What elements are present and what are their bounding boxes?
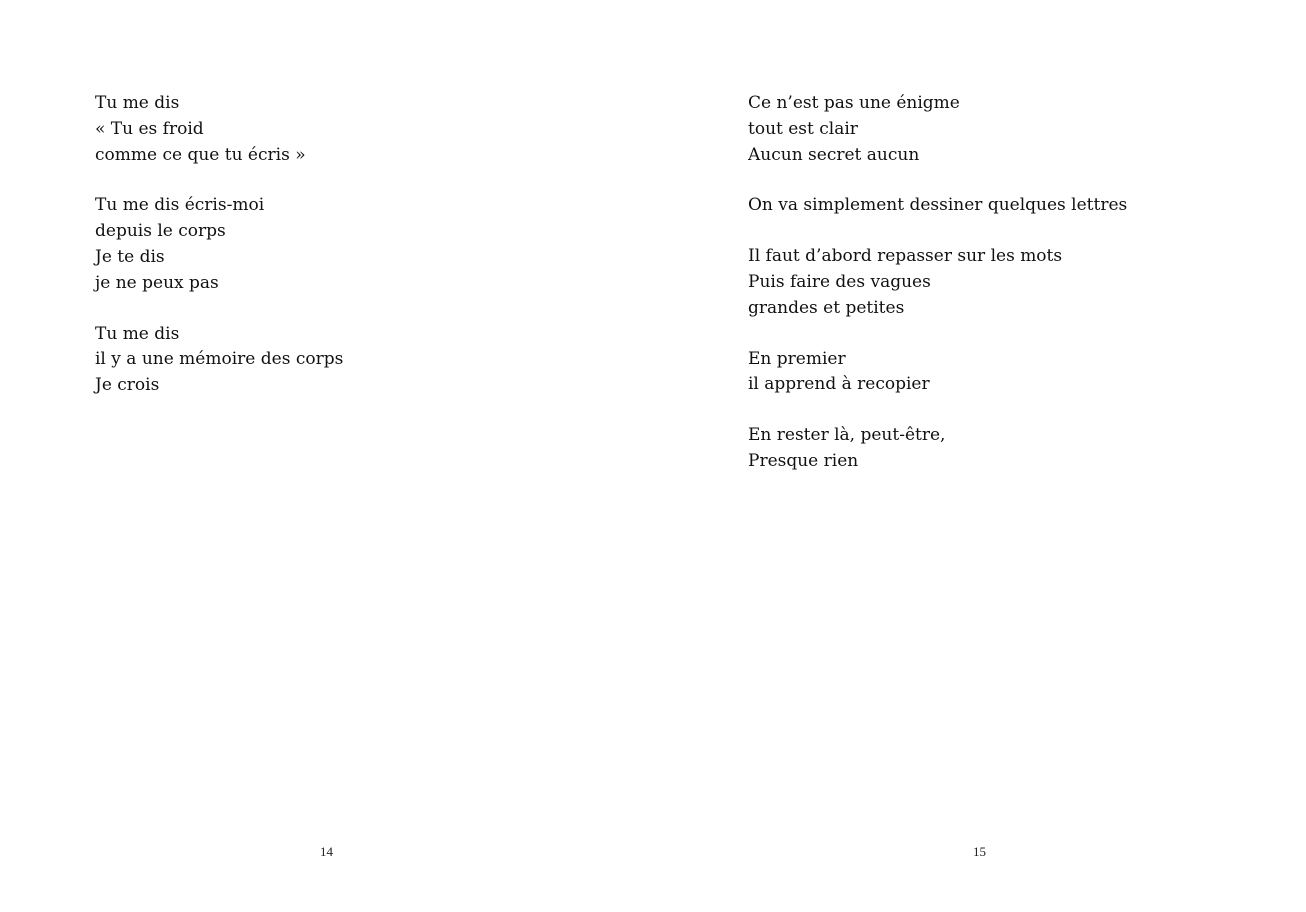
poem-line: Tu me dis xyxy=(95,323,180,344)
poem-line: Aucun secret aucun xyxy=(748,144,920,165)
poem-line: Ce n’est pas une énigme xyxy=(748,93,960,113)
left-poem xyxy=(95,91,343,399)
stanza xyxy=(748,423,1127,475)
poem-line: depuis le corps xyxy=(95,221,226,242)
poem-line: Tu me dis xyxy=(95,93,180,113)
poem-line: je ne peux pas xyxy=(95,272,219,293)
page-number-left: 14 xyxy=(320,844,333,859)
poem-line: Presque rien xyxy=(748,450,859,471)
stanza xyxy=(748,193,1127,219)
stanza xyxy=(95,91,343,168)
poem-line: En rester là, peut-être, xyxy=(748,425,946,446)
stanza xyxy=(748,91,1127,168)
right-poem xyxy=(748,91,1127,475)
stanza xyxy=(95,193,343,296)
poem-line: il apprend à recopier xyxy=(748,374,930,395)
poem-line: On va simplement dessiner quelques lettres xyxy=(748,195,1128,216)
poem-line: Puis faire des vagues xyxy=(748,271,931,292)
right-page xyxy=(653,0,1306,912)
poem-line: tout est clair xyxy=(748,118,858,139)
poem-line: En premier xyxy=(748,348,846,369)
stanza xyxy=(748,244,1127,321)
poem-line: comme ce que tu écris » xyxy=(95,144,306,165)
poem-line: Il faut d’abord repasser sur les mots xyxy=(748,246,1063,267)
stanza xyxy=(95,322,343,399)
poem-line: « Tu es froid xyxy=(95,118,204,139)
poem-line: Je crois xyxy=(95,375,160,396)
poem-line: il y a une mémoire des corps xyxy=(95,349,344,370)
poem-line: grandes et petites xyxy=(748,297,905,318)
page-number-right: 15 xyxy=(973,844,986,859)
poem-line: Tu me dis écris-moi xyxy=(95,195,265,216)
poem-line: Je te dis xyxy=(95,246,165,267)
stanza xyxy=(748,347,1127,399)
